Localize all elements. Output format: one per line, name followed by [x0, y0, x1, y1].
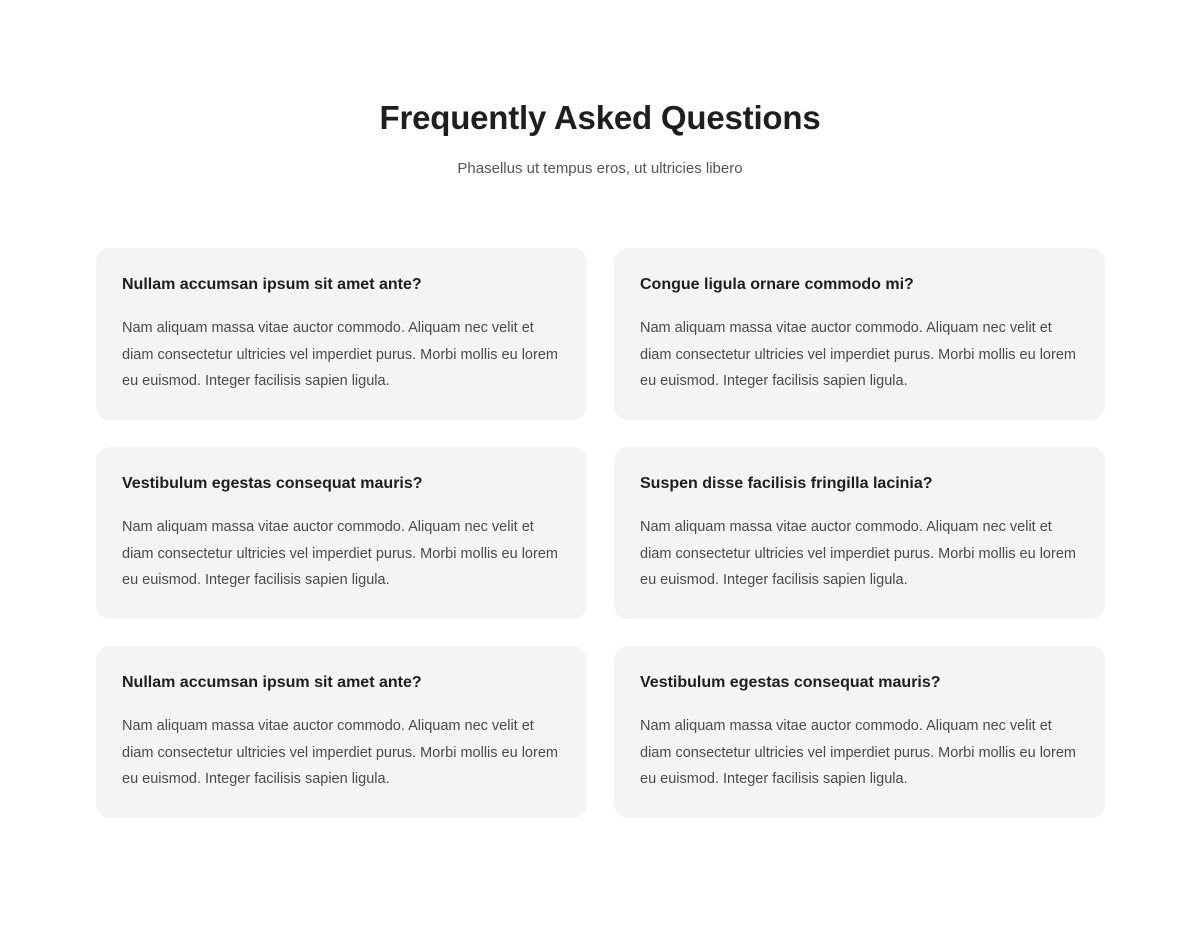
faq-card [614, 646, 1105, 818]
faq-answer: Nam aliquam massa vitae auctor commodo. Aliquam nec velit et diam consectetur ultricies vel imperdiet purus. Morbi mollis eu lorem eu euismod. Integer facilisis sapien ligula. [122, 718, 558, 787]
faq-question: Vestibulum egestas consequat mauris? [640, 674, 941, 691]
faq-grid [96, 248, 1106, 818]
faq-answer: Nam aliquam massa vitae auctor commodo. Aliquam nec velit et diam consectetur ultricies vel imperdiet purus. Morbi mollis eu lorem eu euismod. Integer facilisis sapien ligula. [640, 718, 1076, 787]
faq-card [614, 447, 1105, 619]
faq-answer: Nam aliquam massa vitae auctor commodo. Aliquam nec velit et diam consectetur ultricies vel imperdiet purus. Morbi mollis eu lorem eu euismod. Integer facilisis sapien ligula. [122, 320, 558, 389]
faq-answer: Nam aliquam massa vitae auctor commodo. Aliquam nec velit et diam consectetur ultricies vel imperdiet purus. Morbi mollis eu lorem eu euismod. Integer facilisis sapien ligula. [640, 320, 1076, 389]
page-title: Frequently Asked Questions [379, 99, 821, 136]
faq-header [0, 98, 1200, 178]
faq-card [96, 248, 587, 420]
faq-question: Congue ligula ornare commodo mi? [640, 276, 914, 293]
faq-answer: Nam aliquam massa vitae auctor commodo. Aliquam nec velit et diam consectetur ultricies vel imperdiet purus. Morbi mollis eu lorem eu euismod. Integer facilisis sapien ligula. [122, 519, 558, 588]
faq-card [614, 248, 1105, 420]
faq-answer: Nam aliquam massa vitae auctor commodo. Aliquam nec velit et diam consectetur ultricies vel imperdiet purus. Morbi mollis eu lorem eu euismod. Integer facilisis sapien ligula. [640, 519, 1076, 588]
page-subtitle: Phasellus ut tempus eros, ut ultricies libero [457, 160, 743, 177]
faq-question: Nullam accumsan ipsum sit amet ante? [122, 674, 422, 691]
faq-question: Vestibulum egestas consequat mauris? [122, 475, 423, 492]
faq-card [96, 646, 587, 818]
faq-card [96, 447, 587, 619]
faq-question: Suspen disse facilisis fringilla lacinia? [640, 475, 933, 492]
faq-question: Nullam accumsan ipsum sit amet ante? [122, 276, 422, 293]
